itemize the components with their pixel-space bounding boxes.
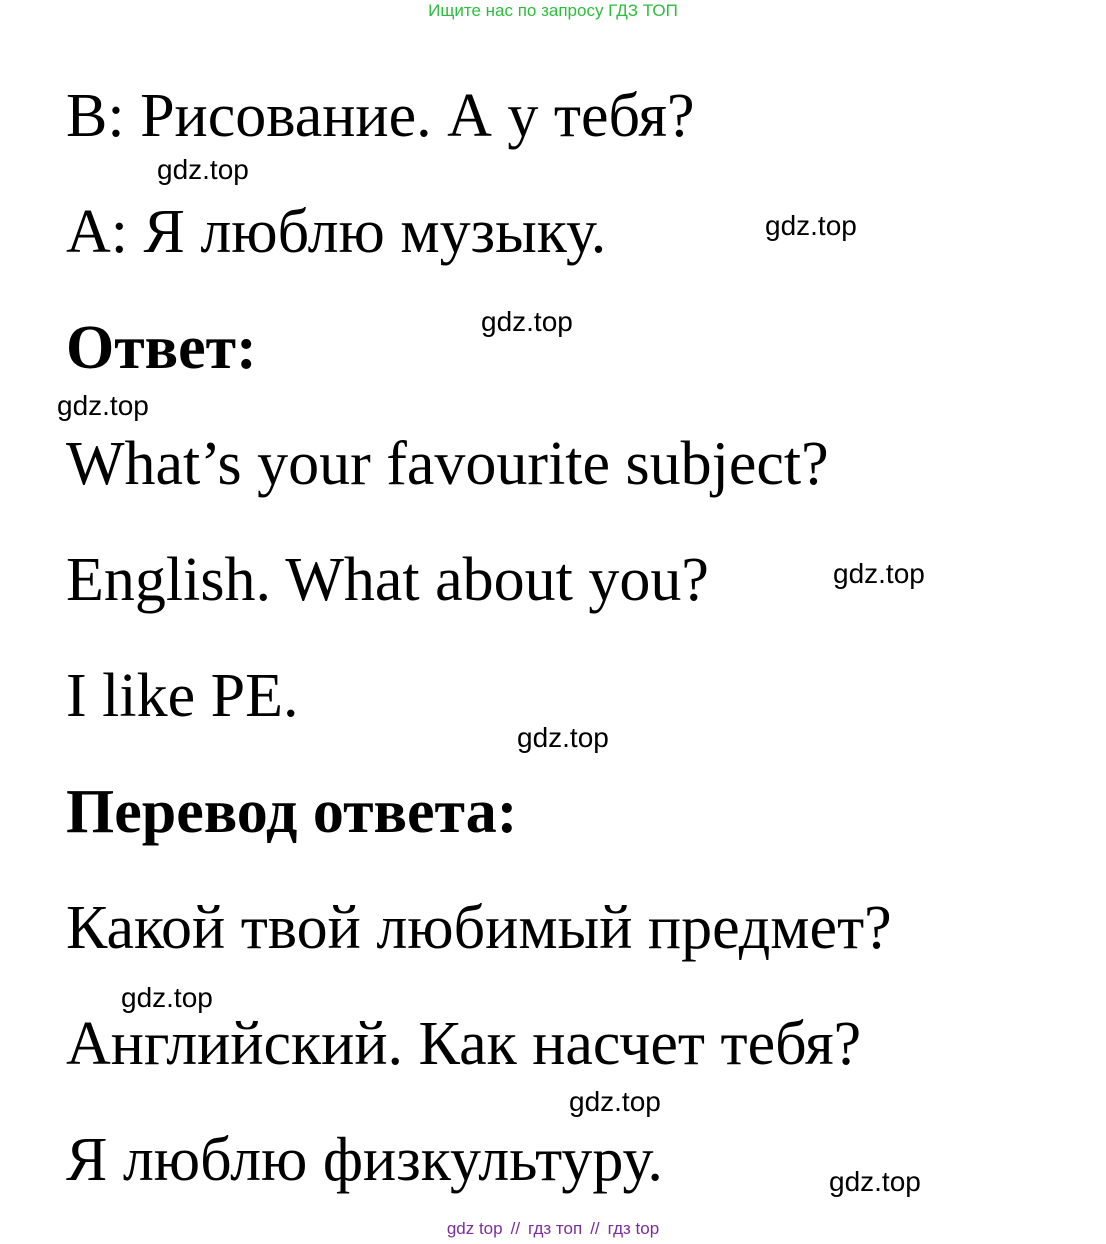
answer-heading: Ответ: bbox=[66, 314, 257, 382]
footer-links bbox=[0, 1219, 1106, 1239]
watermark: gdz.top bbox=[57, 390, 149, 421]
watermark: gdz.top bbox=[517, 722, 609, 753]
answer-question: What’s your favourite subject? bbox=[66, 430, 829, 498]
watermark: gdz.top bbox=[833, 558, 925, 589]
answer-response: I like PE. bbox=[66, 662, 299, 730]
watermark: gdz.top bbox=[569, 1086, 661, 1117]
footer-item[interactable]: гдз top bbox=[607, 1219, 660, 1238]
watermark: gdz.top bbox=[765, 210, 857, 241]
translation-response: Я люблю физкультуру. bbox=[66, 1126, 663, 1194]
translation-heading: Перевод ответа: bbox=[66, 778, 518, 846]
translation-question: Какой твой любимый предмет? bbox=[66, 894, 892, 962]
dialog-line-a: A: Я люблю музыку. bbox=[66, 198, 607, 266]
watermark: gdz.top bbox=[157, 154, 249, 185]
footer-separator: // bbox=[590, 1219, 600, 1238]
footer-separator: // bbox=[510, 1219, 521, 1238]
footer-item[interactable]: gdz top bbox=[446, 1219, 503, 1238]
top-search-note: Ищите нас по запросу ГДЗ ТОП bbox=[428, 1, 678, 20]
watermark: gdz.top bbox=[121, 982, 213, 1013]
footer-item[interactable]: гдз топ bbox=[528, 1219, 583, 1238]
watermark: gdz.top bbox=[829, 1166, 921, 1197]
translation-reply: Английский. Как насчет тебя? bbox=[66, 1010, 862, 1078]
watermark: gdz.top bbox=[481, 306, 573, 337]
answer-reply: English. What about you? bbox=[66, 546, 709, 614]
dialog-line-b: B: Рисование. А у тебя? bbox=[66, 82, 695, 150]
